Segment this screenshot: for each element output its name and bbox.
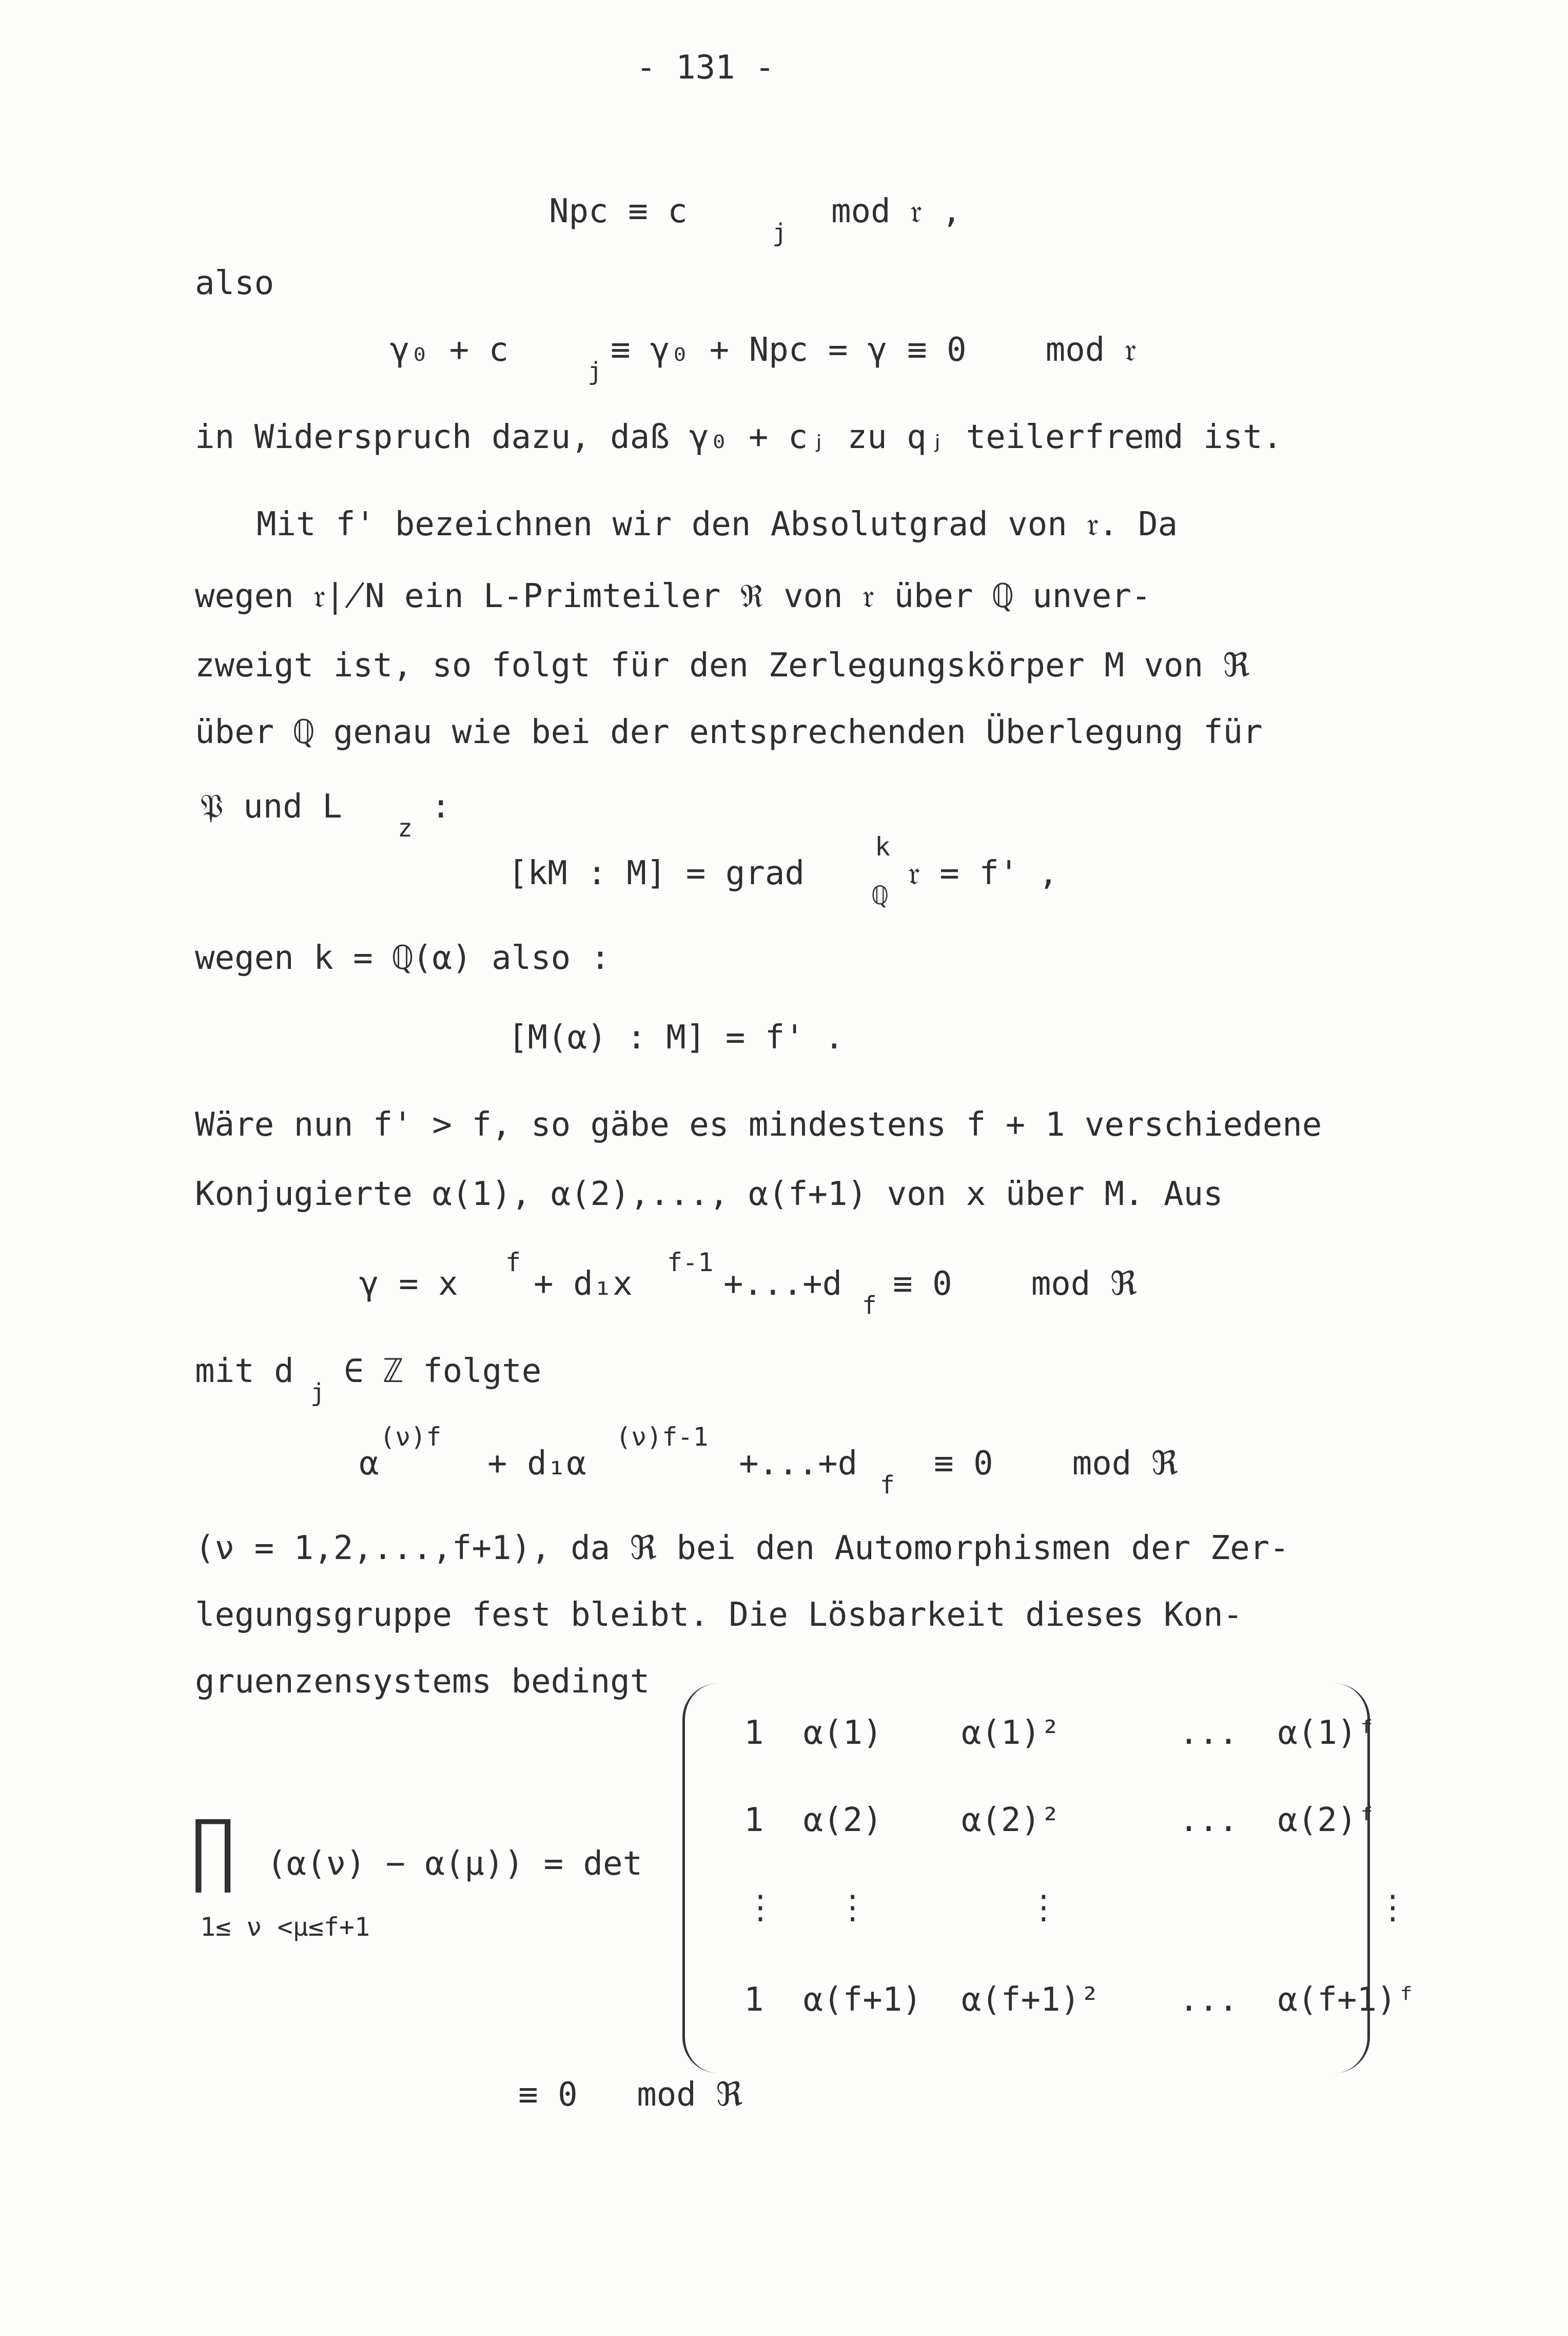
text-gruenz: gruenzensystems bedingt	[195, 1663, 650, 1701]
paragraph-line-2: wegen 𝔯∤N ein L-Primteiler ℜ von 𝔯 über ℚ unver-	[195, 577, 1151, 615]
matrix-row-4: 1 α(f+1) α(f+1)² ... α(f+1)ᶠ	[744, 1981, 1417, 2019]
equation-alpha-sup2: (ν)f-1	[616, 1422, 709, 1452]
text-konjugierte: Konjugierte α(1), α(2),..., α(f+1) von x über M. Aus	[195, 1175, 1223, 1213]
equation-alpha-sup: (ν)f	[380, 1422, 442, 1452]
equation-gx: γ = x	[359, 1265, 458, 1303]
final-congruence: ≡ 0 mod ℜ	[518, 2076, 743, 2114]
text-mit-subscript: j	[310, 1378, 325, 1407]
equation-ma: [M(α) : M] = f' .	[508, 1019, 845, 1057]
matrix-row-3: ⋮ ⋮ ⋮ ⋮	[744, 1889, 1409, 1926]
paragraph-line-1: Mit f' bezeichnen wir den Absolutgrad von 𝔯. Da	[257, 505, 1178, 543]
paragraph-line-5: 𝔓 und L	[200, 788, 342, 826]
text-mit-tail: ∈ ℤ folgte	[344, 1352, 542, 1390]
matrix-left-paren	[682, 1683, 721, 2073]
product-expression: (α(ν) − α(μ)) = det	[267, 1845, 643, 1883]
equation-gx-end: ≡ 0 mod ℜ	[893, 1265, 1137, 1303]
text-wegen: wegen k = ℚ(α) also :	[195, 939, 611, 977]
equation-alpha-tail: +...+d	[739, 1445, 858, 1483]
equation-npc: Npc ≡ c	[549, 192, 688, 230]
text-mit: mit d	[195, 1352, 294, 1390]
text-also: also	[195, 264, 275, 302]
equation-gamma-tail: ≡ γ₀ + Npc = γ ≡ 0 mod 𝔯	[611, 331, 1136, 369]
equation-gx-part2: + d₁x	[534, 1265, 633, 1303]
text-legung: legungsgruppe fest bleibt. Die Lösbarkeit dieses Kon-	[195, 1596, 1243, 1634]
equation-alpha: α	[359, 1445, 379, 1483]
equation-km-k: k	[875, 832, 891, 862]
text-widerspruch: in Widerspruch dazu, daß γ₀ + cⱼ zu qⱼ teilerfremd ist.	[195, 418, 1283, 456]
equation-km-tail: 𝔯 = f' ,	[908, 854, 1059, 892]
paragraph-line-5-subscript: z	[398, 814, 413, 843]
equation-gx-subscript: f	[862, 1291, 877, 1320]
equation-km-q: ℚ	[872, 881, 888, 910]
product-range: 1≤ ν <μ≤f+1	[200, 1912, 370, 1942]
equation-gx-part3: +...+d	[723, 1265, 842, 1303]
paragraph-line-3: zweigt ist, so folgt für den Zerlegungskörper M von ℜ	[195, 647, 1250, 685]
equation-km: [kM : M] = grad	[508, 854, 805, 892]
determinant-matrix	[682, 1683, 1417, 2073]
text-nu-line: (ν = 1,2,...,f+1), da ℜ bei den Automorphismen der Zer-	[195, 1529, 1289, 1567]
equation-npc-subscript: j	[772, 219, 787, 247]
equation-gx-sup-f1: f-1	[667, 1248, 714, 1277]
paragraph-line-5-tail: :	[431, 788, 451, 826]
product-symbol: ∏	[190, 1805, 237, 1895]
equation-alpha-subscript: f	[880, 1471, 895, 1500]
equation-gx-sup-f: f	[505, 1248, 521, 1277]
paragraph-line-4: über ℚ genau wie bei der entsprechenden Überlegung für	[195, 713, 1263, 751]
equation-gamma-subscript: j	[587, 357, 602, 386]
equation-gamma: γ₀ + c	[390, 331, 509, 369]
equation-alpha-mid: + d₁α	[487, 1445, 586, 1483]
matrix-row-1: 1 α(1) α(1)² ... α(1)ᶠ	[744, 1714, 1377, 1752]
text-waere: Wäre nun f' > f, so gäbe es mindestens f + 1 verschiedene	[195, 1106, 1322, 1144]
equation-alpha-end: ≡ 0 mod ℜ	[934, 1445, 1178, 1483]
page-number: - 131 -	[636, 49, 775, 87]
matrix-row-2: 1 α(2) α(2)² ... α(2)ᶠ	[744, 1801, 1377, 1839]
equation-npc-tail: mod 𝔯 ,	[831, 192, 962, 230]
